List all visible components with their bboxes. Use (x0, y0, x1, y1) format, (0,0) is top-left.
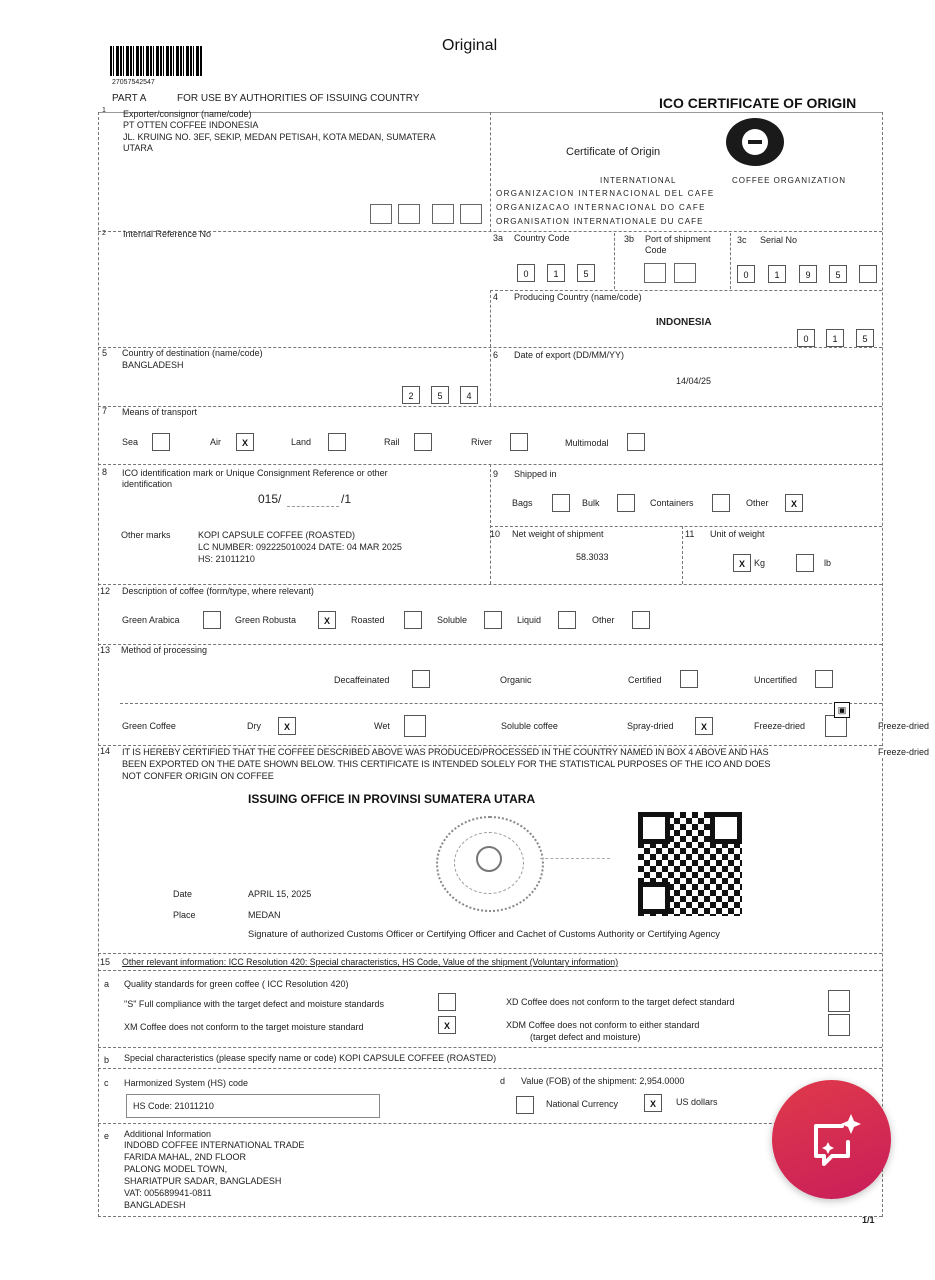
place-value: MEDAN (248, 910, 281, 920)
barcode-number: 27057542547 (112, 79, 155, 86)
liquid-label: Liquid (517, 615, 542, 625)
transport-multimodal: Multimodal (565, 438, 609, 448)
lb-checkbox[interactable] (796, 554, 814, 572)
box-number: c (104, 1078, 109, 1088)
quality-xdm-text: XDM Coffee does not conform to either standard (506, 1020, 700, 1030)
row-line (98, 406, 882, 407)
official-stamp (436, 816, 544, 912)
destination-value: BANGLADESH (122, 360, 184, 370)
additional-info-2: FARIDA MAHAL, 2ND FLOOR (124, 1152, 247, 1162)
additional-info-5: VAT: 005689941-0811 (124, 1188, 212, 1198)
freeze-dried-label: Freeze-dried (754, 721, 806, 731)
hs-code-label: Harmonized System (HS) code (124, 1078, 249, 1088)
date-value: APRIL 15, 2025 (248, 889, 312, 899)
soluble-coffee-label: Soluble coffee (501, 721, 558, 731)
box-number: 2 (102, 230, 106, 237)
green-robusta-checkbox[interactable]: X (318, 611, 336, 629)
uncertified-checkbox[interactable] (815, 670, 833, 688)
containers-checkbox[interactable] (712, 494, 730, 512)
country-code-digit[interactable]: 0 (517, 264, 535, 282)
box-number: 13 (100, 645, 111, 655)
box-number: b (104, 1055, 110, 1065)
usd-checkbox[interactable]: X (644, 1094, 662, 1112)
serial-digit[interactable]: 9 (799, 265, 817, 283)
org-es: ORGANIZACION INTERNACIONAL DEL CAFE (496, 189, 715, 198)
transport-rail: Rail (384, 437, 400, 447)
export-date-label: Date of export (DD/MM/YY) (514, 350, 625, 360)
green-arabica-label: Green Arabica (122, 615, 180, 625)
producing-code-digit[interactable]: 0 (797, 329, 815, 347)
ico-mark-value-b: /1 (341, 492, 352, 506)
shipped-bags: Bags (512, 498, 533, 508)
signature-stroke (540, 858, 610, 859)
page-title: ICO CERTIFICATE OF ORIGIN (659, 95, 857, 111)
destination-code-digit[interactable]: 2 (402, 386, 420, 404)
shipped-bulk: Bulk (582, 498, 600, 508)
additional-info-4: SHARIATPUR SADAR, BANGLADESH (124, 1176, 282, 1186)
date-label: Date (173, 889, 193, 899)
box-number: a (104, 979, 110, 989)
cursor-icon: ▣ (834, 702, 850, 718)
export-date-value: 14/04/25 (676, 376, 712, 386)
quality-xm-text: XM Coffee does not conform to the target moisture standard (124, 1022, 364, 1032)
other-marks-1: KOPI CAPSULE COFFEE (ROASTED) (198, 530, 356, 540)
frame-bottom (98, 1216, 882, 1217)
row-line (120, 703, 882, 704)
transport-air: Air (210, 437, 221, 447)
issuing-office: ISSUING OFFICE IN PROVINSI SUMATERA UTARA (248, 792, 536, 806)
certification-line-1: IT IS HEREBY CERTIFIED THAT THE COFFEE DESCRIBED ABOVE WAS PRODUCED/PROCESSED IN THE COUNTRY NAMED IN BOX 4 ABOVE AND HAS (122, 747, 769, 757)
freeze-dried-overlay: Freeze-dried (878, 747, 930, 757)
org-en-1: INTERNATIONAL (600, 176, 677, 185)
description-label: Description of coffee (form/type, where relevant) (122, 586, 314, 596)
serial-digit[interactable]: 5 (829, 265, 847, 283)
additional-info-6: BANGLADESH (124, 1200, 186, 1210)
box-number: 7 (102, 406, 108, 416)
producing-country-label: Producing Country (name/code) (514, 292, 642, 302)
ai-assistant-button[interactable] (772, 1080, 891, 1199)
original-label: Original (442, 37, 498, 54)
decaffeinated-checkbox[interactable] (412, 670, 430, 688)
green-arabica-checkbox[interactable] (203, 611, 221, 629)
bags-checkbox[interactable] (552, 494, 570, 512)
other-marks-2: LC NUMBER: 092225010024 DATE: 04 MAR 2025 (198, 542, 402, 552)
box-number: 11 (685, 529, 695, 539)
divider (490, 290, 491, 406)
divider (614, 233, 615, 289)
row-line (98, 1068, 882, 1069)
serial-digit[interactable] (859, 265, 877, 283)
ico-mark-label-2: identification (122, 479, 173, 489)
row-line (490, 526, 882, 527)
other-coffee-label: Other (592, 615, 615, 625)
cert-subtitle: Certificate of Origin (566, 146, 661, 158)
frame-left (98, 112, 99, 1217)
for-use-label: FOR USE BY AUTHORITIES OF ISSUING COUNTRY (177, 93, 420, 104)
land-checkbox[interactable] (328, 433, 346, 451)
usd-label: US dollars (676, 1097, 718, 1107)
port-label: Port of shipment (645, 234, 711, 244)
serial-digit[interactable]: 0 (737, 265, 755, 283)
exporter-address-2: UTARA (123, 143, 153, 153)
quality-xd-checkbox[interactable] (828, 990, 850, 1012)
unit-lb: lb (824, 558, 832, 568)
org-fr: ORGANISATION INTERNATIONALE DU CAFE (496, 217, 704, 226)
row-line (98, 231, 882, 232)
freeze-dried-overflow: Freeze-dried (878, 721, 930, 731)
producing-country-value: INDONESIA (656, 317, 712, 328)
row-line (98, 1123, 882, 1124)
soluble-label: Soluble (437, 615, 468, 625)
divider (490, 464, 491, 584)
other-info-label: Other relevant information: ICC Resolution 420: Special characteristics, HS Code, Value of the shipment (Voluntary information) (122, 957, 619, 967)
ico-logo (726, 118, 784, 166)
exporter-address: JL. KRUING NO. 3EF, SEKIP, MEDAN PETISAH, KOTA MEDAN, SUMATERA (123, 132, 436, 142)
net-weight-value: 58.3033 (576, 552, 609, 562)
divider (682, 526, 683, 584)
divider (490, 112, 491, 232)
quality-xd-text: XD Coffee does not conform to the target defect standard (506, 997, 735, 1007)
row-line (98, 953, 882, 954)
quality-xdm-checkbox[interactable] (828, 1014, 850, 1036)
organic-label: Organic (500, 675, 532, 685)
part-a: PART A (112, 93, 147, 104)
box-number: 5 (102, 348, 108, 358)
net-weight-label: Net weight of shipment (512, 529, 604, 539)
box-number: d (500, 1076, 506, 1086)
row-line (98, 584, 882, 585)
quality-xdm-text-2: (target defect and moisture) (530, 1032, 641, 1042)
divider (730, 233, 731, 289)
destination-code-digit[interactable]: 5 (431, 386, 449, 404)
certification-line-3: NOT CONFER ORIGIN ON COFFEE (122, 771, 274, 781)
dry-checkbox[interactable]: X (278, 717, 296, 735)
dry-label: Dry (247, 721, 261, 731)
signature-caption: Signature of authorized Customs Officer or Certifying Officer and Cachet of Customs Authority or Certifying Agency (248, 929, 720, 939)
fob-value: Value (FOB) of the shipment: 2,954.0000 (521, 1076, 685, 1086)
shipped-other: Other (746, 498, 769, 508)
decaffeinated-label: Decaffeinated (334, 675, 390, 685)
country-code-digit[interactable]: 1 (547, 264, 565, 282)
additional-info-label: Additional Information (124, 1129, 212, 1139)
national-currency-checkbox[interactable] (516, 1096, 534, 1114)
row-line (490, 290, 882, 291)
box-number: 6 (493, 350, 499, 360)
country-code-label: Country Code (514, 233, 570, 243)
green-robusta-label: Green Robusta (235, 615, 297, 625)
shipped-containers: Containers (650, 498, 694, 508)
liquid-checkbox[interactable] (558, 611, 576, 629)
processing-label: Method of processing (121, 645, 208, 655)
roasted-checkbox[interactable] (404, 611, 422, 629)
shipped-in-label: Shipped in (514, 469, 557, 479)
bulk-checkbox[interactable] (617, 494, 635, 512)
quality-s-checkbox[interactable] (438, 993, 456, 1011)
box-number: 3a (493, 233, 504, 243)
other-checkbox[interactable]: X (785, 494, 803, 512)
ai-chat-icon (772, 1080, 891, 1199)
producing-code-digit[interactable]: 1 (826, 329, 844, 347)
barcode (110, 46, 202, 76)
other-marks-label: Other marks (121, 530, 171, 540)
empty-box[interactable] (432, 204, 454, 224)
multimodal-checkbox[interactable] (627, 433, 645, 451)
box-number: 3c (737, 235, 747, 245)
certified-checkbox[interactable] (680, 670, 698, 688)
page-number: 1/1 (862, 1215, 875, 1225)
destination-code-digit[interactable]: 4 (460, 386, 478, 404)
ico-mark-label: ICO identification mark or Unique Consignment Reference or other (122, 468, 388, 478)
place-label: Place (173, 910, 196, 920)
box-number: 14 (100, 746, 111, 756)
green-coffee-label: Green Coffee (122, 721, 176, 731)
qr-code-finder (638, 882, 670, 914)
freeze-dried-checkbox[interactable] (825, 715, 847, 737)
soluble-checkbox[interactable] (484, 611, 502, 629)
internal-ref-label: Internal Reference No (123, 229, 212, 239)
spray-dried-label: Spray-dried (627, 721, 674, 731)
air-checkbox[interactable]: X (236, 433, 254, 451)
box-number: 12 (100, 586, 111, 596)
other-marks-3: HS: 21011210 (198, 554, 255, 564)
row-line (98, 1047, 882, 1048)
rail-checkbox[interactable] (414, 433, 432, 451)
row-line (98, 745, 882, 746)
box-number: e (104, 1131, 110, 1141)
empty-box[interactable] (460, 204, 482, 224)
box-number: 15 (100, 957, 111, 967)
unit-kg: Kg (754, 558, 766, 568)
unit-label: Unit of weight (710, 529, 765, 539)
port-box[interactable] (644, 263, 666, 283)
box-number: 9 (493, 469, 499, 479)
quality-standards-label: Quality standards for green coffee ( ICC Resolution 420) (124, 979, 349, 989)
port-code-label: Code (645, 245, 667, 255)
transport-river: River (471, 437, 493, 447)
country-code-digit[interactable]: 5 (577, 264, 595, 282)
quality-s-text: "S" Full compliance with the target defect and moisture standards (124, 999, 385, 1009)
serial-label: Serial No (760, 235, 798, 245)
empty-box[interactable] (398, 204, 420, 224)
row-line (98, 644, 882, 645)
transport-label: Means of transport (122, 407, 198, 417)
spray-dried-checkbox[interactable]: X (695, 717, 713, 735)
org-pt: ORGANIZACAO INTERNACIONAL DO CAFE (496, 203, 706, 212)
box-number: 4 (493, 292, 499, 302)
additional-info-3: PALONG MODEL TOWN, (124, 1164, 228, 1174)
frame-right (882, 112, 883, 1217)
certification-line-2: BEEN EXPORTED ON THE DATE SHOWN BELOW. THIS CERTIFICATE IS INTENDED SOLELY FOR THE STATISTICAL PURPOSES OF THE ICO AND DOES (122, 759, 771, 769)
exporter-label: Exporter/consignor (name/code) (123, 109, 252, 119)
underline (287, 506, 339, 507)
national-currency-label: National Currency (546, 1099, 619, 1109)
special-characteristics: Special characteristics (please specify name or code) KOPI CAPSULE COFFEE (ROASTED) (124, 1053, 497, 1063)
ico-mark-value-a: 015/ (258, 492, 282, 506)
box-number: 8 (102, 467, 108, 477)
transport-sea: Sea (122, 437, 139, 447)
uncertified-label: Uncertified (754, 675, 798, 685)
destination-label: Country of destination (name/code) (122, 348, 263, 358)
hs-code-value: HS Code: 21011210 (133, 1101, 214, 1111)
other-coffee-checkbox[interactable] (632, 611, 650, 629)
additional-info-1: INDOBD COFFEE INTERNATIONAL TRADE (124, 1140, 305, 1150)
row-line (98, 970, 882, 971)
hs-code-field[interactable] (126, 1094, 380, 1118)
river-checkbox[interactable] (510, 433, 528, 451)
exporter-name: PT OTTEN COFFEE INDONESIA (123, 120, 259, 130)
box-number: 1 (102, 107, 106, 114)
roasted-label: Roasted (351, 615, 385, 625)
wet-checkbox[interactable] (404, 715, 426, 737)
kg-checkbox[interactable]: X (733, 554, 751, 572)
port-box[interactable] (674, 263, 696, 283)
quality-xm-checkbox[interactable]: X (438, 1016, 456, 1034)
serial-digit[interactable]: 1 (768, 265, 786, 283)
certified-label: Certified (628, 675, 662, 685)
box-number: 10 (490, 529, 501, 539)
empty-box[interactable] (370, 204, 392, 224)
sea-checkbox[interactable] (152, 433, 170, 451)
wet-label: Wet (374, 721, 390, 731)
producing-code-digit[interactable]: 5 (856, 329, 874, 347)
transport-land: Land (291, 437, 312, 447)
box-number: 3b (624, 234, 635, 244)
org-en-2: COFFEE ORGANIZATION (732, 176, 846, 185)
